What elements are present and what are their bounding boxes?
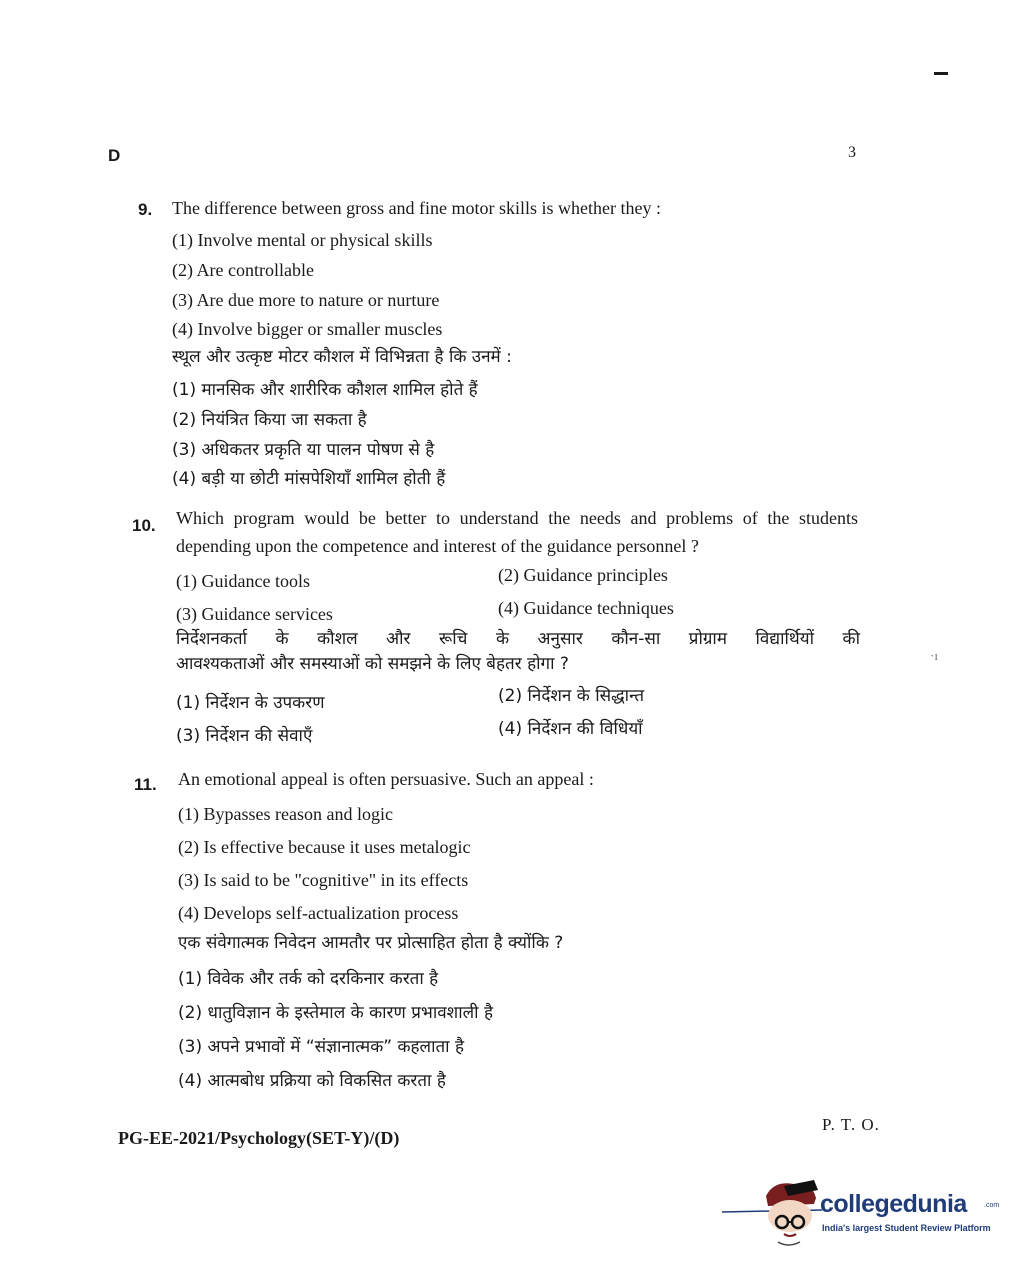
- question-10-option-1-en: (1) Guidance tools: [176, 571, 310, 591]
- question-11-option-4-en: (4) Develops self-actualization process: [178, 903, 459, 923]
- question-10-text-en-line1: Which program would be better to understand the needs and problems of the students: [176, 508, 858, 528]
- question-10-text-hi-line1: निर्देशनकर्ता के कौशल और रूचि के अनुसार कौन-सा प्रोग्राम विद्यार्थियों की: [176, 629, 860, 649]
- question-9-option-4-en: (4) Involve bigger or smaller muscles: [172, 319, 443, 339]
- question-11-option-1-en: (1) Bypasses reason and logic: [178, 804, 393, 824]
- question-10-option-2-hi: (2) निर्देशन के सिद्धान्त: [498, 686, 645, 706]
- question-9-option-2-hi: (2) नियंत्रित किया जा सकता है: [172, 410, 367, 430]
- question-11-text-hi: एक संवेगात्मक निवेदन आमतौर पर प्रोत्साहित होता है क्योंकि ?: [178, 933, 564, 953]
- question-10-option-4-hi: (4) निर्देशन की विधियाँ: [498, 719, 643, 739]
- question-9-option-2-en: (2) Are controllable: [172, 260, 314, 280]
- question-9-text-en: The difference between gross and fine motor skills is whether they :: [172, 198, 662, 218]
- question-10-number: 10.: [132, 516, 156, 535]
- question-9-option-1-en: (1) Involve mental or physical skills: [172, 230, 433, 250]
- corner-mark: [934, 72, 948, 75]
- question-11-option-3-en: (3) Is said to be "cognitive" in its effects: [178, 870, 469, 890]
- logo-tagline: India's largest Student Review Platform: [822, 1223, 991, 1233]
- question-9-option-3-hi: (3) अधिकतर प्रकृति या पालन पोषण से है: [172, 440, 435, 460]
- scan-speck: ·ı: [930, 648, 938, 663]
- question-10-option-1-hi: (1) निर्देशन के उपकरण: [176, 693, 325, 713]
- question-9-option-4-hi: (4) बड़ी या छोटी मांसपेशियाँ शामिल होती हैं: [172, 469, 446, 489]
- logo-domain-suffix: .com: [984, 1202, 1000, 1209]
- question-10-option-4-en: (4) Guidance techniques: [498, 598, 674, 618]
- question-11-number: 11.: [134, 775, 157, 794]
- page-number: 3: [848, 144, 856, 161]
- logo-wordmark: collegedunia: [820, 1190, 967, 1218]
- question-11-option-1-hi: (1) विवेक और तर्क को दरकिनार करता है: [178, 969, 439, 989]
- question-10-text-en-line2: depending upon the competence and interest of the guidance personnel ?: [176, 536, 699, 556]
- question-11-option-4-hi: (4) आत्मबोध प्रक्रिया को विकसित करता है: [178, 1071, 446, 1091]
- question-11-option-2-en: (2) Is effective because it uses metalogic: [178, 837, 471, 857]
- question-10-option-3-en: (3) Guidance services: [176, 604, 333, 624]
- pto-label: P. T. O.: [822, 1115, 880, 1134]
- question-10-option-2-en: (2) Guidance principles: [498, 565, 668, 585]
- question-11-option-3-hi: (3) अपने प्रभावों में “संज्ञानात्मक” कहलाता है: [178, 1037, 465, 1057]
- set-code: D: [108, 146, 121, 165]
- question-9-option-3-en: (3) Are due more to nature or nurture: [172, 290, 440, 310]
- question-11-option-2-hi: (2) धातुविज्ञान के इस्तेमाल के कारण प्रभावशाली है: [178, 1003, 494, 1023]
- question-10-text-hi-line2: आवश्यकताओं और समस्याओं को समझने के लिए बेहतर होगा ?: [176, 654, 569, 674]
- question-9-number: 9.: [138, 200, 153, 219]
- paper-code: PG-EE-2021/Psychology(SET-Y)/(D): [118, 1128, 400, 1148]
- question-11-text-en: An emotional appeal is often persuasive. Such an appeal :: [178, 769, 594, 789]
- question-9-option-1-hi: (1) मानसिक और शारीरिक कौशल शामिल होते हैं: [172, 380, 478, 400]
- question-9-text-hi: स्थूल और उत्कृष्ट मोटर कौशल में विभिन्नता है कि उनमें :: [172, 347, 512, 367]
- question-10-option-3-hi: (3) निर्देशन की सेवाएँ: [176, 726, 313, 746]
